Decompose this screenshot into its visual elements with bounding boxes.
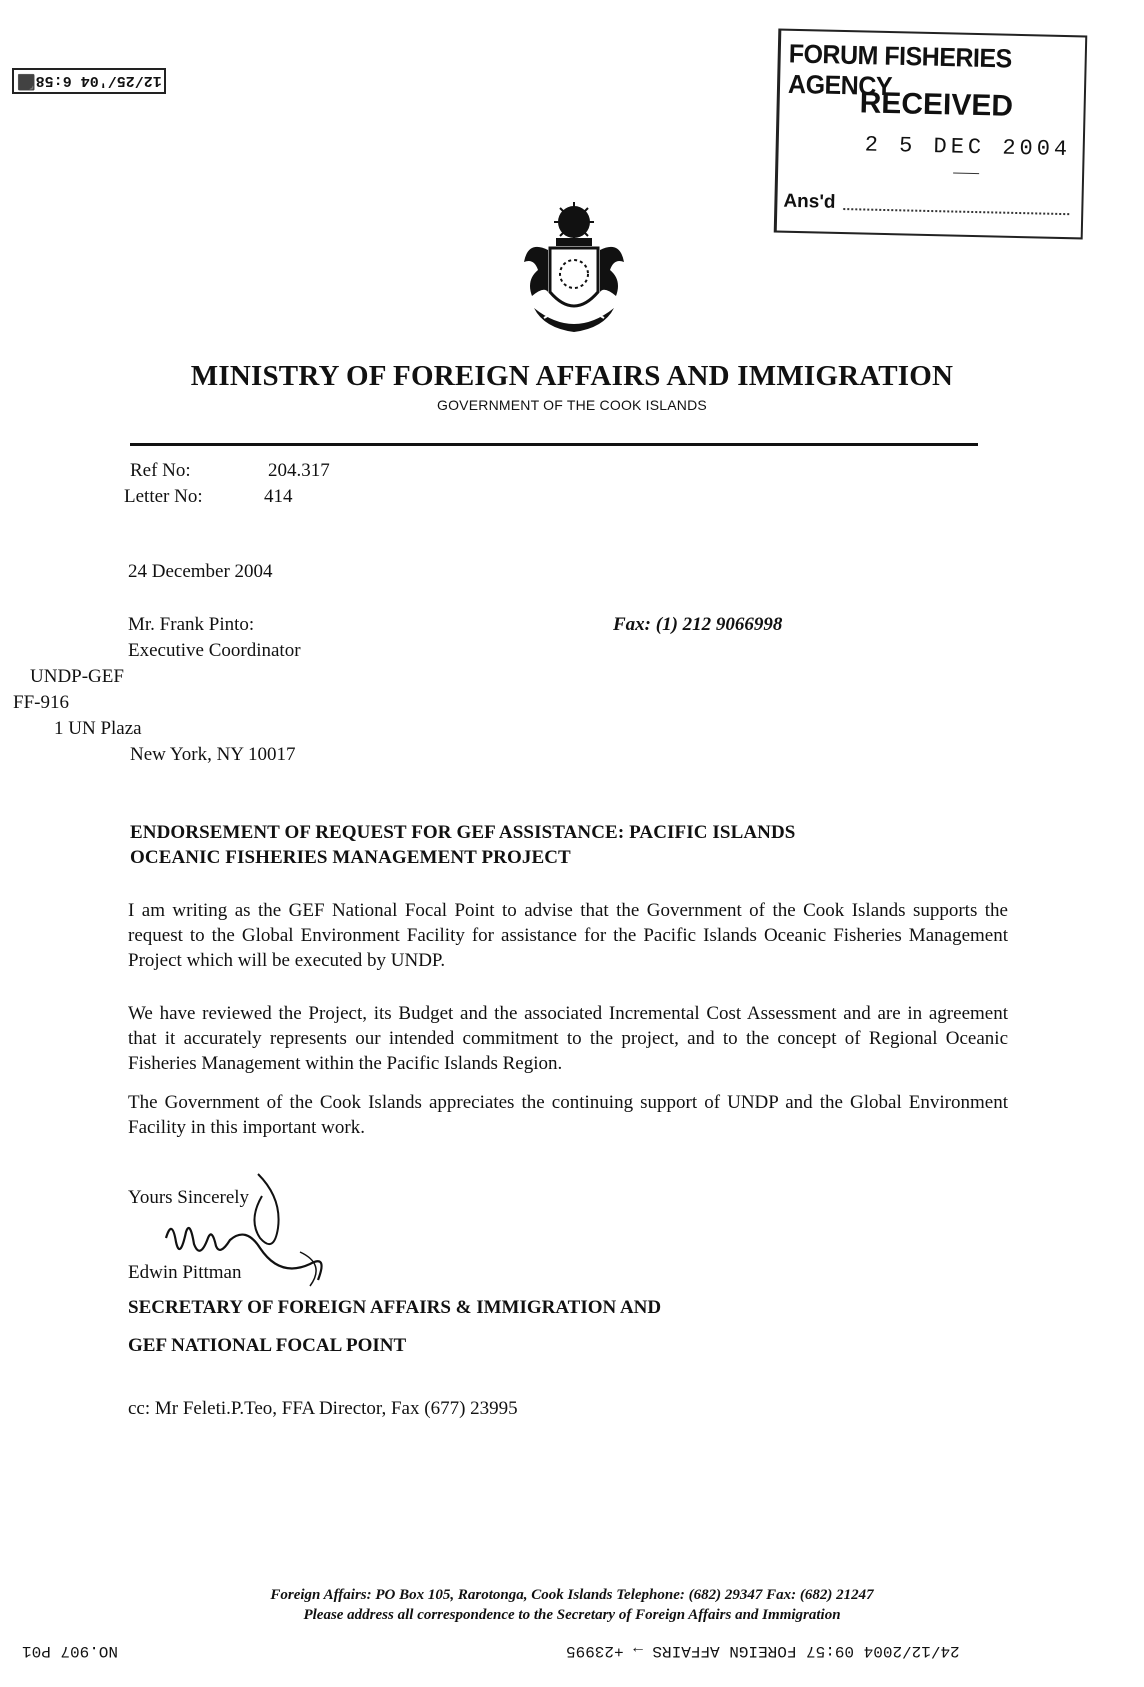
government-subtitle: GOVERNMENT OF THE COOK ISLANDS [437,397,707,413]
stamp-dash [953,173,979,175]
body-paragraph-1: I am writing as the GEF National Focal Point to advise that the Government of the Cook Islands supports the request to the Global Environment Facility for assistance for the Pacific Islands Oceanic Fisheries Management Project which will be executed by UNDP. [128,900,1008,971]
letter-value: 414 [264,486,293,507]
recipient-room: FF-916 [13,692,69,713]
signer-title-1: SECRETARY OF FOREIGN AFFAIRS & IMMIGRATION AND [128,1297,662,1318]
stamp-dotted-line [843,208,1069,215]
coat-of-arms-icon [514,200,634,345]
fax-header-top [12,68,166,94]
signer-name: Edwin Pittman [128,1262,242,1283]
stamp-agency: FORUM FISHERIES AGENCY [787,39,1013,102]
stamp-received: RECEIVED [859,86,1014,123]
signer-title-2: GEF NATIONAL FOCAL POINT [128,1335,407,1356]
body-paragraph-3: The Government of the Cook Islands appreciates the continuing support of UNDP and the Global Environment Facility in this important work. [128,1092,1008,1138]
letter-date: 24 December 2004 [128,561,273,582]
recipient-org: UNDP-GEF [30,666,124,687]
footer-address: Foreign Affairs: PO Box 105, Rarotonga, Cook Islands Telephone: (682) 29347 Fax: (682) 21247 [270,1587,874,1603]
recipient-street: 1 UN Plaza [54,718,142,739]
stamp-answered: Ans'd [783,190,836,213]
ministry-title: MINISTRY OF FOREIGN AFFAIRS AND IMMIGRATION [190,360,954,392]
recipient-name: Mr. Frank Pinto: [128,614,255,635]
fax-header-top-text: 12/25/'04 6:58⬛ [16,72,162,89]
header-rule [130,443,978,446]
letter-label: Letter No: [124,486,203,507]
fax-footer-page [22,1642,118,1660]
fax-footer-page-text: NO.907 P01 [22,1642,119,1660]
footer-correspondence-note: Please address all correspondence to the Secretary of Foreign Affairs and Immigration [303,1607,841,1623]
received-stamp [774,29,1088,240]
body-paragraph-2: We have reviewed the Project, its Budget and the associated Incremental Cost Assessment and are in agreement that it accurately represents our intended commitment to the project, and to the concept of Regional Oceanic Fisheries Management within the Pacific Islands Region. [128,1003,1008,1074]
ref-value: 204.317 [268,460,330,481]
cc-line: cc: Mr Feleti.P.Teo, FFA Director, Fax (677) 23995 [128,1398,518,1419]
subject-line-1: ENDORSEMENT OF REQUEST FOR GEF ASSISTANCE: PACIFIC ISLANDS [130,822,796,843]
ref-label: Ref No: [130,460,191,481]
fax-footer-sender-text: 24/12/2004 09:57 FOREIGN AFFAIRS → +23995 [566,1642,960,1660]
recipient-city: New York, NY 10017 [130,744,296,765]
subject-line-2: OCEANIC FISHERIES MANAGEMENT PROJECT [130,847,571,868]
recipient-title: Executive Coordinator [128,640,301,661]
stamp-date: 2 5 DEC 2004 [864,132,1072,163]
fax-footer-sender [566,1642,960,1660]
fax-to-number: Fax: (1) 212 9066998 [613,614,783,635]
closing-salutation: Yours Sincerely [128,1187,250,1208]
